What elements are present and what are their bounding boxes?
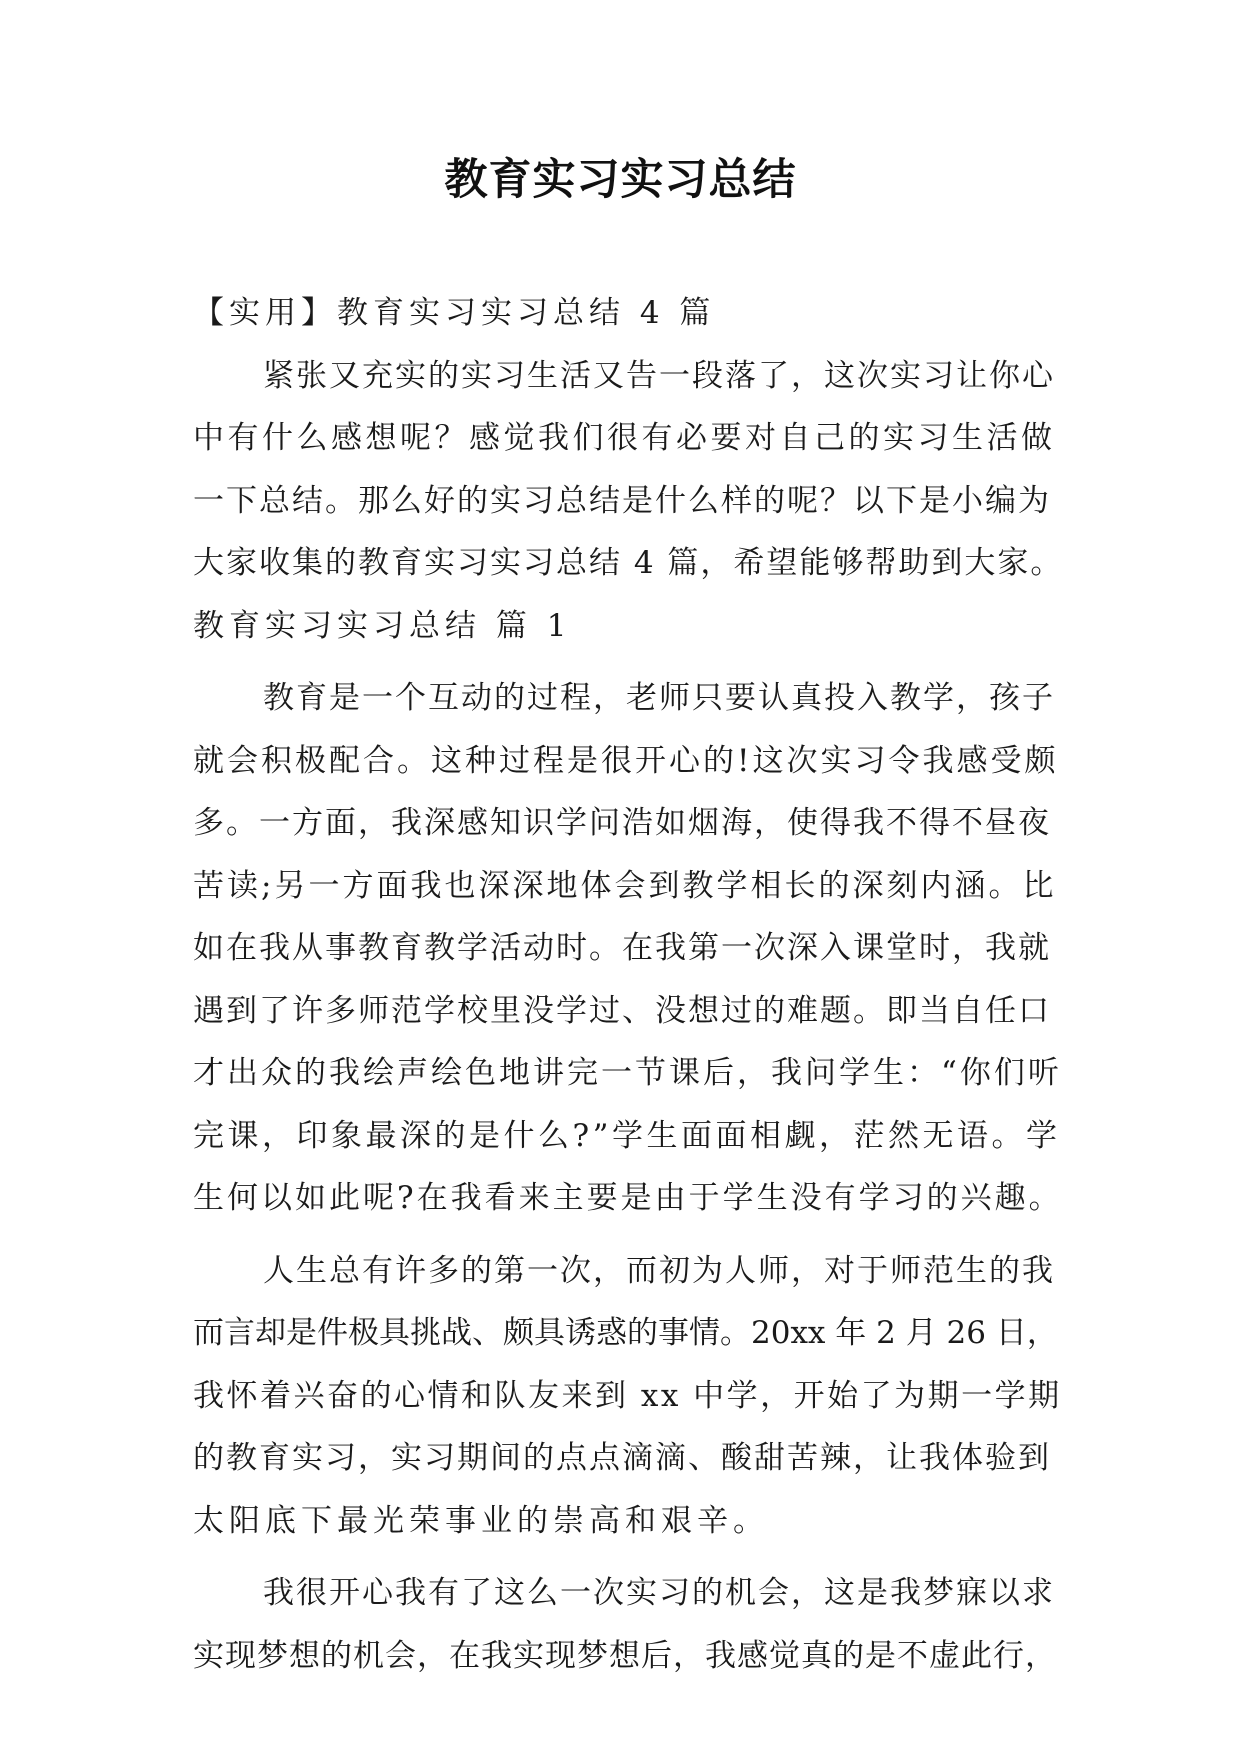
body-line: 中有什么感想呢？感觉我们很有必要对自己的实习生活做: [193, 420, 1056, 456]
section-heading: 教育实习实习总结 篇 1: [193, 607, 572, 644]
body-line: 太阳底下最光荣事业的崇高和艰辛。: [193, 1502, 769, 1539]
body-line: 教育是一个互动的过程，老师只要认真投入教学，孩子: [263, 680, 1055, 716]
body-line: 就会积极配合。这种过程是很开心的!这次实习令我感受颇: [193, 742, 1059, 779]
body-line: 的教育实习，实习期间的点点滴滴、酸甜苦辣，让我体验到: [193, 1440, 1051, 1476]
body-line: 完课，印象最深的是什么?”学生面面相觑，茫然无语。学: [193, 1117, 1061, 1154]
body-line: 我怀着兴奋的心情和队友来到 xx 中学，开始了为期一学期: [193, 1377, 1062, 1414]
body-line: 多。一方面，我深感知识学问浩如烟海，使得我不得不昼夜: [193, 805, 1051, 841]
body-line: 人生总有许多的第一次，而初为人师，对于师范生的我: [263, 1252, 1055, 1289]
document-body: [193, 282, 1063, 1687]
body-line: 大家收集的教育实习实习总结 4 篇，希望能够帮助到大家。: [193, 545, 1064, 581]
body-line: 遇到了许多师范学校里没学过、没想过的难题。即当自任口: [193, 992, 1051, 1029]
body-line: 实现梦想的机会，在我实现梦想后，我感觉真的是不虚此行，: [193, 1637, 1057, 1674]
body-line: 如在我从事教育教学活动时。在我第一次深入课堂时，我就: [193, 930, 1051, 966]
document-subtitle: 【实用】教育实习实习总结 4 篇: [193, 295, 716, 331]
body-line: 紧张又充实的实习生活又告一段落了，这次实习让你心: [263, 357, 1055, 394]
body-line: 而言却是件极具挑战、颇具诱惑的事情。20xx 年 2 月 26 日，: [193, 1315, 1058, 1351]
body-line: 生何以如此呢?在我看来主要是由于学生没有学习的兴趣。: [193, 1180, 1063, 1216]
body-line: 才出众的我绘声绘色地讲完一节课后，我问学生：“你们听: [193, 1055, 1062, 1091]
body-line: 我很开心我有了这么一次实习的机会，这是我梦寐以求: [263, 1575, 1055, 1611]
body-line: 苦读;另一方面我也深深地体会到教学相长的深刻内涵。比: [193, 867, 1057, 904]
body-line: 一下总结。那么好的实习总结是什么样的呢？以下是小编为: [193, 482, 1051, 519]
document-title: 教育实习实习总结: [444, 155, 797, 205]
